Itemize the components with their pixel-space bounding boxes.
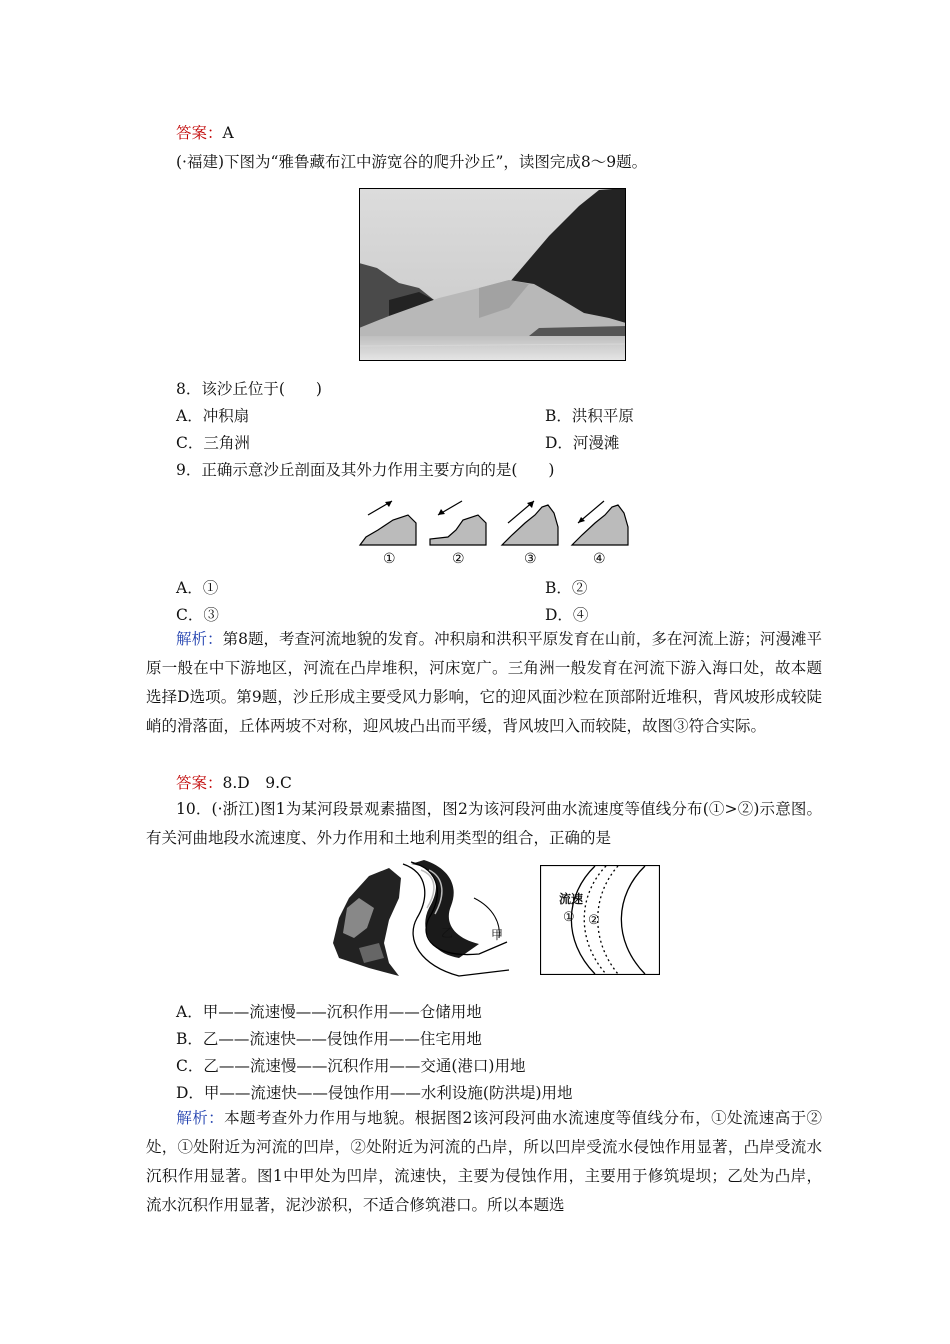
q9-option-a: A．①: [176, 579, 219, 597]
q8-option-d: D．河漫滩: [545, 434, 620, 452]
profile-label-1: ①: [383, 551, 396, 567]
dune-profile-1: [360, 501, 416, 545]
q10-stem: [146, 795, 822, 853]
dune-profile-diagrams: [358, 495, 630, 550]
q9-option-c: C．③: [176, 606, 219, 624]
label-circle-2: ②: [588, 913, 600, 928]
q10-option-c: C．乙——流速慢——沉积作用——交通(港口)用地: [176, 1057, 526, 1075]
profile-label-3: ③: [524, 551, 537, 567]
dune-profile-4: [572, 501, 628, 545]
sand-dune-photo: [359, 188, 626, 361]
q9-option-d: D．④: [545, 606, 589, 624]
flow-velocity-figure: [540, 865, 660, 975]
label-yi: 乙: [441, 926, 454, 940]
q9-stem: 9．正确示意沙丘剖面及其外力作用主要方向的是( ): [176, 461, 555, 479]
q10-stem-text: 10．(·浙江)图1为某河段景观素描图，图2为该河段河曲水流速度等值线分布(①>②)示意图。有关河曲地段水流速度、外力作用和土地利用类型的组合，正确的是: [146, 800, 822, 847]
answer-label: 答案：: [176, 124, 223, 142]
q10-option-b: B．乙——流速快——侵蚀作用——住宅用地: [176, 1030, 482, 1048]
question-intro: (·福建)下图为“雅鲁藏布江中游宽谷的爬升沙丘”，读图完成8～9题。: [176, 153, 648, 171]
analysis-2: [146, 1104, 822, 1244]
analysis-text: 第8题，考查河流地貌的发育。冲积扇和洪积平原发育在山前，多在河流上游；河漫滩平原一般在中下游地区，河流在凸岸堆积，河床宽广。三角洲一般发育在河流下游入海口处，故本题选择D选项。第9题，沙丘形成主要受风力影响，它的迎风面沙粒在顶部附近堆积，背风坡形成较陡峭的滑落面，丘体两坡不对称，迎风坡凸出而平缓，背风坡凹入而较陡，故图③符合实际。: [146, 630, 822, 735]
dune-profile-2: [430, 501, 486, 545]
label-circle-1: ①: [563, 910, 575, 925]
q10-option-a: A．甲——流速慢——沉积作用——仓储用地: [176, 1003, 482, 1021]
answer-7: [176, 122, 234, 144]
label-flow-speed: 流速: [559, 892, 584, 906]
profile-label-4: ④: [593, 551, 606, 567]
analysis-label: 解析：: [176, 1109, 225, 1127]
answer-8-9: [176, 772, 292, 794]
answer-value: 8.D 9.C: [222, 774, 292, 792]
analysis-text: 本题考查外力作用与地貌。根据图2该河段河曲水流速度等值线分布，①处流速高于②处，①处附近为河流的凹岸，②处附近为河流的凸岸，所以凹岸受流水侵蚀作用显著，凸岸受流水沉积作用显著。图1中甲处为凹岸，流速快，主要为侵蚀作用，主要用于修筑堤坝；乙处为凸岸，流水沉积作用显著，泥沙淤积，不适合修筑港口。所以本题选: [146, 1109, 822, 1214]
q9-option-b: B．②: [545, 579, 588, 597]
dune-profile-3: [502, 501, 558, 545]
profile-label-2: ②: [452, 551, 465, 567]
q8-stem: 8．该沙丘位于( ): [176, 380, 322, 398]
answer-label: 答案：: [176, 774, 223, 792]
q8-option-a: A．冲积扇: [176, 407, 250, 425]
river-sketch-figure: [329, 858, 513, 984]
analysis-label: 解析：: [176, 630, 223, 648]
answer-value: A: [222, 124, 234, 142]
q10-option-d: D．甲——流速快——侵蚀作用——水利设施(防洪堤)用地: [176, 1084, 573, 1102]
q8-option-b: B．洪积平原: [545, 407, 634, 425]
analysis-1: [146, 625, 822, 770]
label-jia: 甲: [491, 928, 504, 942]
q8-option-c: C．三角洲: [176, 434, 250, 452]
